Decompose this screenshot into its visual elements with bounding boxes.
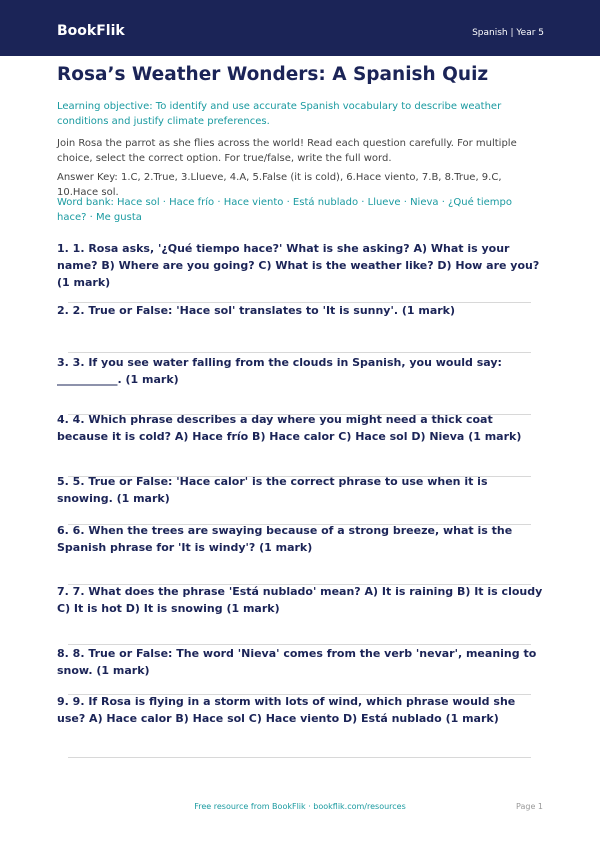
question-4: 4. 4. Which phrase describes a day where you might need a thick coat because it is cold? A) Hace frío B) Hace calor C) Hace sol D) Nieva (1 mark) bbox=[57, 413, 522, 443]
learning-objective: Learning objective: To identify and use accurate Spanish vocabulary to describe weather conditions and justify climate preferences. bbox=[57, 101, 502, 127]
question-2: 2. 2. True or False: 'Hace sol' translates to 'It is sunny'. (1 mark) bbox=[57, 304, 456, 317]
subject-year: Spanish | Year 5 bbox=[472, 28, 544, 38]
answer-line bbox=[68, 757, 531, 758]
answer-key: Answer Key: 1.C, 2.True, 3.Llueve, 4.A, 5.False (it is cold), 6.Hace viento, 7.B, 8.True, 9.C, 10.Hace sol. bbox=[57, 172, 502, 198]
footer-credit[interactable]: Free resource from BookFlik · bookflik.com/resources bbox=[194, 802, 406, 811]
page-title: Rosa’s Weather Wonders: A Spanish Quiz bbox=[57, 64, 489, 85]
question-3: 3. 3. If you see water falling from the clouds in Spanish, you would say: ___________. (1 mark) bbox=[57, 356, 502, 386]
brand-logo[interactable]: BookFlik bbox=[57, 23, 125, 39]
question-9: 9. 9. If Rosa is flying in a storm with lots of wind, which phrase would she use? A) Hace calor B) Hace sol C) Hace viento D) Está nublado (1 mark) bbox=[57, 695, 516, 725]
header-bar bbox=[0, 0, 600, 56]
page-number: Page 1 bbox=[516, 802, 543, 811]
question-6: 6. 6. When the trees are swaying because of a strong breeze, what is the Spanish phrase for 'It is windy'? (1 mark) bbox=[57, 524, 513, 554]
intro-text: Join Rosa the parrot as she flies across the world! Read each question carefully. For multiple choice, select the correct option. For true/false, write the full word. bbox=[57, 138, 517, 164]
question-7: 7. 7. What does the phrase 'Está nublado' mean? A) It is raining B) It is cloudy C) It is hot D) It is snowing (1 mark) bbox=[57, 585, 543, 615]
word-bank: Word bank: Hace sol · Hace frío · Hace viento · Está nublado · Llueve · Nieva · ¿Qué tiempo hace? · Me gusta bbox=[57, 197, 512, 223]
question-8: 8. 8. True or False: The word 'Nieva' comes from the verb 'nevar', meaning to snow. (1 mark) bbox=[57, 647, 537, 677]
answer-line bbox=[68, 352, 531, 353]
question-1: 1. 1. Rosa asks, '¿Qué tiempo hace?' What is she asking? A) What is your name? B) Where are you going? C) What is the weather like? D) How are you? (1 mark) bbox=[57, 242, 540, 289]
question-5: 5. 5. True or False: 'Hace calor' is the correct phrase to use when it is snowing. (1 mark) bbox=[57, 475, 488, 505]
